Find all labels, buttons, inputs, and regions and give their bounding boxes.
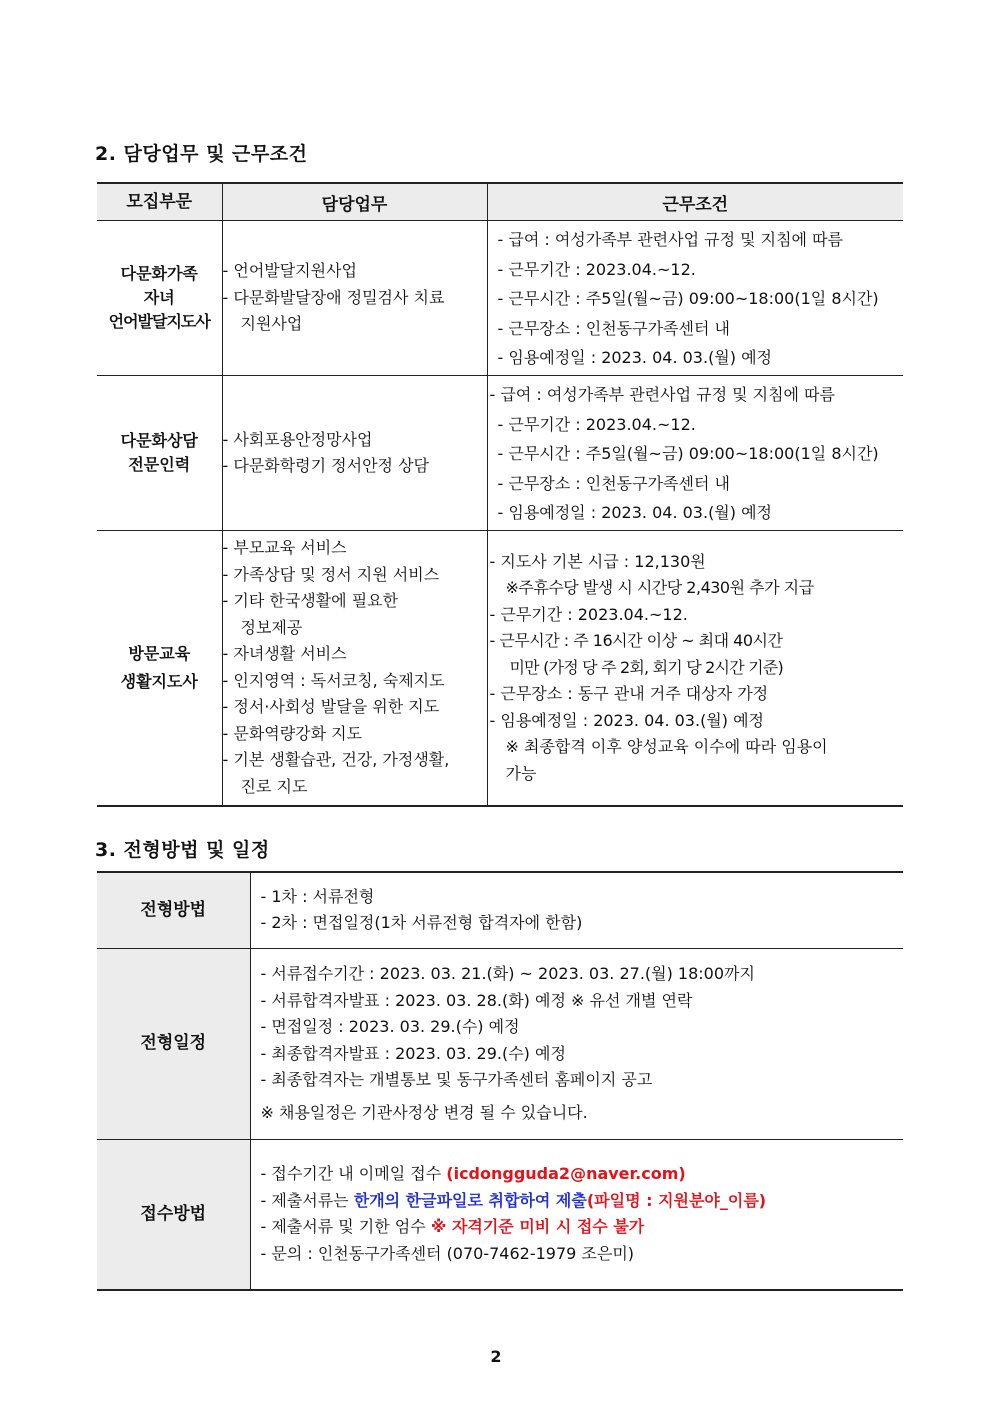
contact-email[interactable]: (icdongguda2@naver.com) — [446, 1164, 686, 1184]
method-label: 전형방법 — [97, 872, 250, 948]
table-row — [97, 1139, 903, 1290]
table-header-row — [97, 183, 903, 221]
duties-cell: - 언어발달지원사업 - 다문화발달장애 정밀검사 치료 지원사업 — [222, 221, 487, 376]
conditions-cell: - 지도사 기본 시급 : 12,130원 ※주휴수당 발생 시 시간당 2,430원 추가 지급 - 근무기간 : 2023.04.~12. - 근무시간 : 주 16시간 이상 ~ 최대 40시간 미만 (가정 당 주 2회, 회기 당 2시간 기준) - 근무장소 : 동구 관내 거주 대상자 가정 - 임용예정일 : 2023. 04. 03.(월) 예정 ※ 최종합격 이후 양성교육 이수에 따라 임용이 가능 — [487, 531, 903, 806]
header-duties: 담당업무 — [222, 183, 487, 221]
method-value: - 1차 : 서류전형 - 2차 : 면접일정(1차 서류전형 합격자에 한함) — [260, 886, 583, 933]
dept-cell: 방문교육 생활지도사 — [97, 531, 222, 806]
conditions-cell: - 급여 : 여성가족부 관련사업 규정 및 지침에 따름 - 근무기간 : 2023.04.~12. - 근무시간 : 주5일(월~금) 09:00~18:00(1일 8시간) - 근무장소 : 인천동구가족센터 내 - 임용예정일 : 2023. 04. 03.(월) 예정 — [487, 376, 903, 531]
dept-cell: 다문화가족 자녀 언어발달지도사 — [97, 221, 222, 376]
section2-title: 2. 담당업무 및 근무조건 — [95, 143, 308, 165]
dept-cell: 다문화상담 전문인력 — [97, 376, 222, 531]
selection-table — [97, 871, 903, 1291]
header-conditions: 근무조건 — [487, 183, 903, 221]
table-row — [97, 872, 903, 948]
application-label: 접수방법 — [97, 1139, 250, 1290]
conditions-cell: - 급여 : 여성가족부 관련사업 규정 및 지침에 따름 - 근무기간 : 2023.04.~12. - 근무시간 : 주5일(월~금) 09:00~18:00(1일 8시간) - 근무장소 : 인천동구가족센터 내 - 임용예정일 : 2023. 04. 03.(월) 예정 — [487, 221, 903, 376]
duties-conditions-table — [97, 182, 903, 807]
duties-cell: - 부모교육 서비스 - 가족상담 및 정서 지원 서비스 - 기타 한국생활에 필요한 정보제공 - 자녀생활 서비스 - 인지영역 : 독서코칭, 숙제지도 - 정서·사회성 발달을 위한 지도 - 문화역량강화 지도 - 기본 생활습관, 건강, 가정생활, 진로 지도 — [222, 531, 487, 806]
table-row — [97, 948, 903, 1139]
header-dept: 모집부문 — [97, 183, 222, 221]
schedule-label: 전형일정 — [97, 948, 250, 1139]
page-number: 2 — [490, 1347, 502, 1366]
table-row — [97, 531, 903, 806]
application-value: - 접수기간 내 이메일 접수 (icdongguda2@naver.com) - 제출서류는 한개의 한글파일로 취합하여 제출(파일명 : 지원분야_이름) - 제출서류 및 기한 엄수 ※ 자격기준 미비 시 접수 불가 - 문의 : 인천동구가족센터 (070-7462-1979 조은미) — [250, 1139, 903, 1290]
table-row — [97, 221, 903, 376]
section3-title: 3. 전형방법 및 일정 — [95, 839, 270, 861]
table-row — [97, 376, 903, 531]
duties-cell: - 사회포용안정망사업 - 다문화학령기 정서안정 상담 — [222, 376, 487, 531]
schedule-value: - 서류접수기간 : 2023. 03. 21.(화) ~ 2023. 03. 27.(월) 18:00까지 - 서류합격자발표 : 2023. 03. 28.(화) 예정 ※ 유선 개별 연락 - 면접일정 : 2023. 03. 29.(수) 예정 - 최종합격자발표 : 2023. 03. 29.(수) 예정 - 최종합격자는 개별통보 및 동구가족센터 홈페이지 공고 ※ 채용일정은 기관사정상 변경 될 수 있습니다. — [250, 948, 903, 1139]
